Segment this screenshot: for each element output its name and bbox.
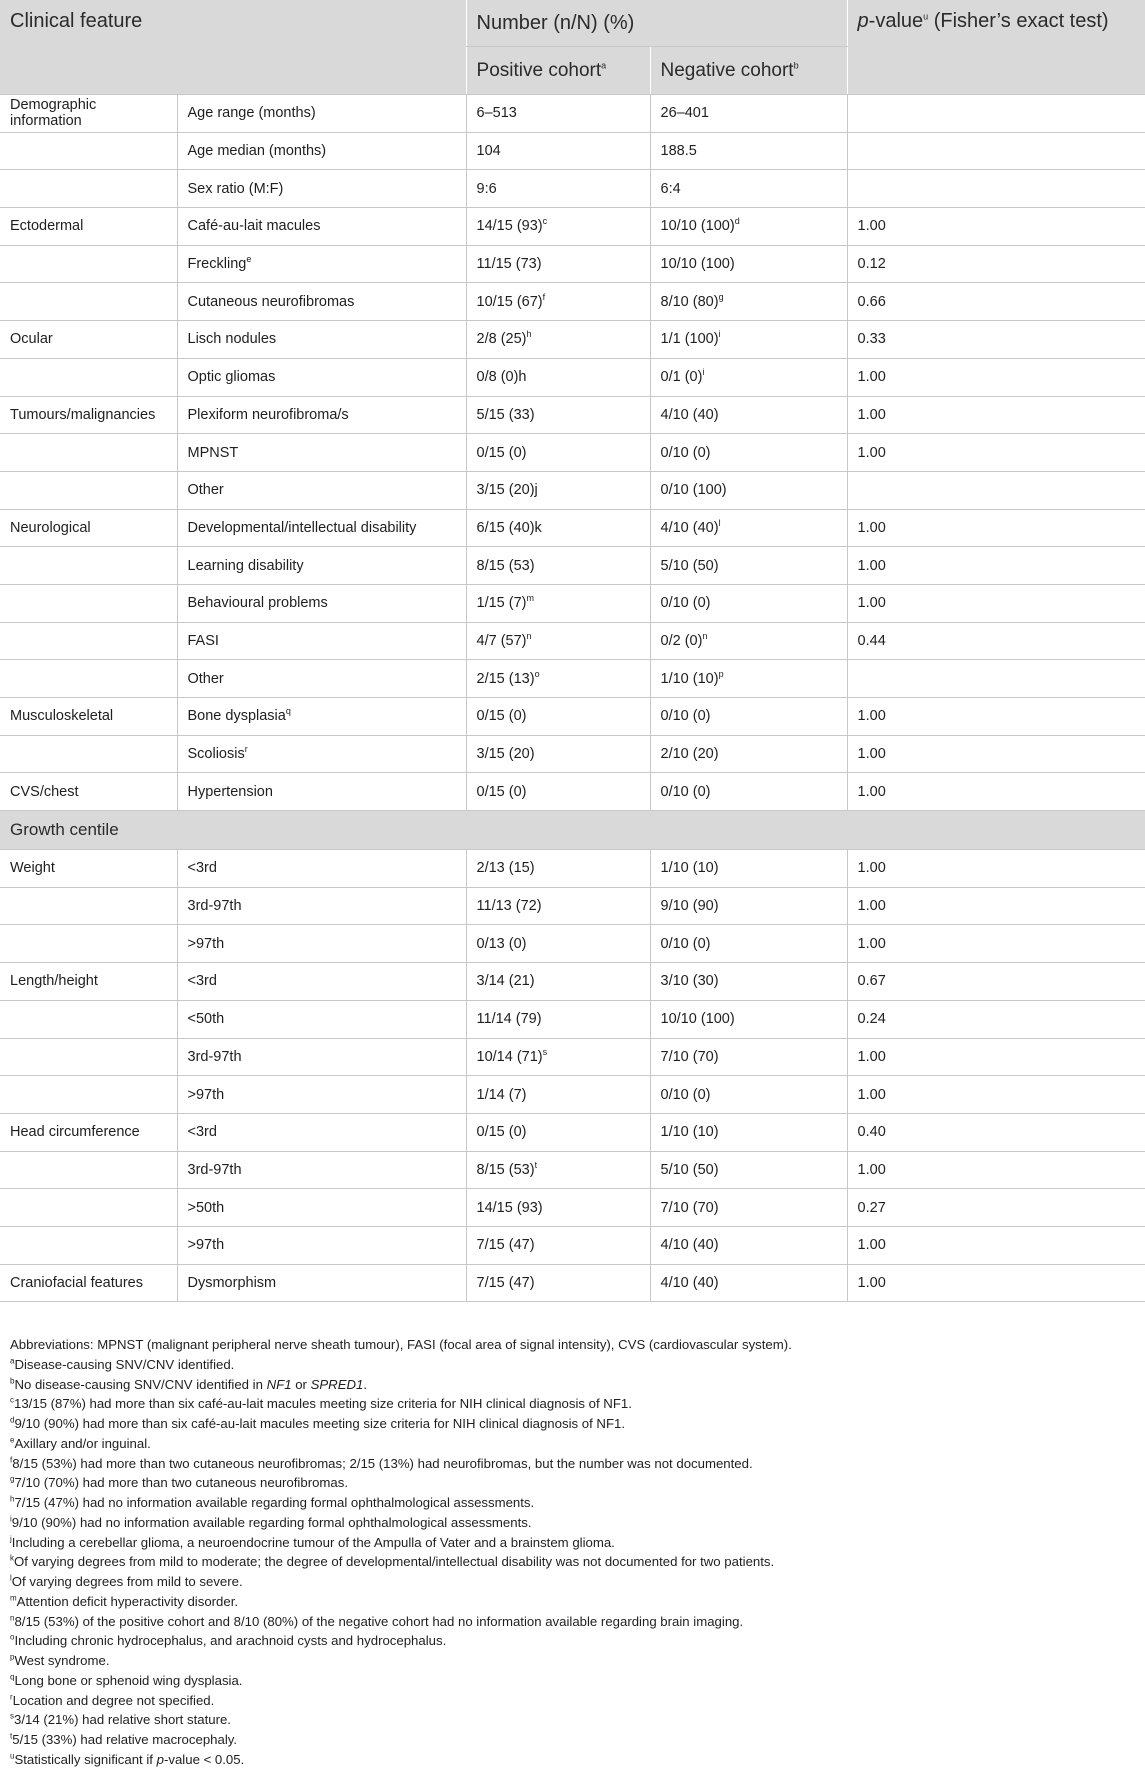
positive-cohort-cell: 3/15 (20)j [466,471,650,509]
negative-cohort-cell: 5/10 (50) [650,1151,847,1189]
category-cell [0,925,177,963]
p-value-cell: 0.24 [847,1000,1145,1038]
p-value-cell: 1.00 [847,1151,1145,1189]
negative-cohort-cell: 9/10 (90) [650,887,847,925]
category-cell: Craniofacial features [0,1264,177,1302]
p-value-cell: 1.00 [847,850,1145,888]
feature-cell: Bone dysplasia$^q$ [177,698,466,736]
category-cell: Length/height [0,963,177,1001]
negative-cohort-cell: 0/10 (0) [650,434,847,472]
negative-cohort-cell: 188.5 [650,132,847,170]
table-row [0,358,1145,396]
p-value-cell: 1.00 [847,509,1145,547]
category-cell: Ectodermal [0,208,177,246]
feature-cell: Age median (months) [177,132,466,170]
category-cell: Weight [0,850,177,888]
p-value-cell: 0.67 [847,963,1145,1001]
positive-cohort-cell: 11/13 (72) [466,887,650,925]
p-value-cell [847,170,1145,208]
category-cell: Musculoskeletal [0,698,177,736]
negative-cohort-cell: 26–401 [650,95,847,133]
negative-cohort-cell: 0/1 $(0)^i$ [650,358,847,396]
p-value-cell: 0.33 [847,321,1145,359]
table-row [0,132,1145,170]
feature-cell: FASI [177,622,466,660]
feature-cell: Sex ratio (M:F) [177,170,466,208]
category-cell [0,245,177,283]
category-cell [0,622,177,660]
footnote-s: $^s$3/14 (21%) had relative short stature. [10,1711,231,1728]
table-row [0,584,1145,622]
header-number: Number (n/N) (%) [466,0,847,47]
feature-cell: >97th [177,925,466,963]
positive-cohort-cell: 14/15 $(93)^c$ [466,208,650,246]
feature-cell: MPNST [177,434,466,472]
table-row [0,170,1145,208]
p-value-cell: 1.00 [847,773,1145,811]
header-negative-cohort: Negative cohort$^b$ [650,47,847,95]
p-value-cell [847,95,1145,133]
feature-cell: Optic gliomas [177,358,466,396]
p-value-cell: 1.00 [847,925,1145,963]
positive-cohort-cell: 11/14 (79) [466,1000,650,1038]
category-cell [0,358,177,396]
feature-cell: Other [177,660,466,698]
category-cell [0,660,177,698]
feature-cell: Plexiform neurofibroma/s [177,396,466,434]
table-row [0,1113,1145,1151]
negative-cohort-cell: 0/10 (0) [650,1076,847,1114]
p-value-cell [847,132,1145,170]
positive-cohort-cell: 8/15 (53) [466,547,650,585]
feature-cell: Age range (months) [177,95,466,133]
positive-cohort-cell: 2/15 $(13)^o$ [466,660,650,698]
header-clinical-feature: Clinical feature [0,0,466,95]
positive-cohort-cell: 2/13 (15) [466,850,650,888]
feature-cell: Lisch nodules [177,321,466,359]
p-value-cell: 1.00 [847,1038,1145,1076]
footnotes [10,1335,1135,1770]
p-value-cell [847,660,1145,698]
p-value-cell: 1.00 [847,208,1145,246]
negative-cohort-cell: 0/10 (0) [650,698,847,736]
feature-cell: >50th [177,1189,466,1227]
feature-cell: <3rd [177,963,466,1001]
footnote-d: $^d$9/10 (90%) had more than six café-au-lait macules meeting size criteria for NIH clinical diagnosis of NF1. [10,1415,625,1431]
category-cell: Demographic information [0,95,177,133]
table-row [0,509,1145,547]
category-cell [0,1189,177,1227]
positive-cohort-cell: 0/13 (0) [466,925,650,963]
table-row [0,850,1145,888]
category-cell [0,584,177,622]
table-row [0,1000,1145,1038]
negative-cohort-cell: 4/10 (40) [650,396,847,434]
feature-cell: 3rd-97th [177,1151,466,1189]
negative-cohort-cell: 1/10 $(10)^p$ [650,660,847,698]
category-cell [0,1226,177,1264]
footnote-r: $^r$Location and degree not specified. [10,1692,215,1708]
footnote-b: $^b$No disease-causing SNV/CNV identified in NF1 or SPRED1. [10,1376,368,1392]
table-row [0,208,1145,246]
feature-cell: >97th [177,1076,466,1114]
category-cell [0,283,177,321]
positive-cohort-cell: 1/14 (7) [466,1076,650,1114]
footnote-n: $^n$8/15 (53%) of the positive cohort and 8/10 (80%) of the negative cohort had no information available regarding brain imaging. [10,1613,744,1629]
table-row [0,735,1145,773]
feature-cell: >97th [177,1226,466,1264]
feature-cell: Hypertension [177,773,466,811]
positive-cohort-cell: 4/7 $(57)^n$ [466,622,650,660]
p-value-cell [847,471,1145,509]
p-value-cell: 0.40 [847,1113,1145,1151]
table-row [0,283,1145,321]
feature-cell: Café-au-lait macules [177,208,466,246]
table-row [0,434,1145,472]
p-value-cell: 1.00 [847,735,1145,773]
positive-cohort-cell: 2/8 $(25)^h$ [466,321,650,359]
category-cell [0,471,177,509]
negative-cohort-cell: 0/10 (0) [650,773,847,811]
section-title: Growth centile [0,811,1145,850]
positive-cohort-cell: 7/15 (47) [466,1264,650,1302]
footnote-i: $^i$9/10 (90%) had no information available regarding formal ophthalmological assessments. [10,1514,532,1530]
table-row [0,471,1145,509]
positive-cohort-cell: 9:6 [466,170,650,208]
footnote-m: $^m$Attention deficit hyperactivity disorder. [10,1593,239,1609]
table-row [0,887,1145,925]
table-body-growth [0,850,1145,1302]
category-cell [0,132,177,170]
category-cell [0,1076,177,1114]
section-growth [0,811,1145,850]
footnote-j: $^j$Including a cerebellar glioma, a neuroendocrine tumour of the Ampulla of Vater and a brainstem glioma. [10,1534,615,1550]
table-row [0,925,1145,963]
table-body-clinical [0,95,1145,811]
category-cell [0,547,177,585]
footnote-a: $^a$Disease-causing SNV/CNV identified. [10,1356,235,1372]
negative-cohort-cell: 4/10 (40) [650,1264,847,1302]
positive-cohort-cell: 3/14 (21) [466,963,650,1001]
negative-cohort-cell: 2/10 (20) [650,735,847,773]
positive-cohort-cell: 0/15 (0) [466,434,650,472]
table-row [0,1189,1145,1227]
negative-cohort-cell: 1/1 $(100)^i$ [650,321,847,359]
section-header-row [0,811,1145,850]
header-positive-cohort: Positive cohort$^a$ [466,47,650,95]
p-value-cell: 1.00 [847,547,1145,585]
footnote-f: $^f$8/15 (53%) had more than two cutaneous neurofibromas; 2/15 (13%) had neurofibromas, but the number was not documented. [10,1455,753,1471]
negative-cohort-cell: 5/10 (50) [650,547,847,585]
p-value-cell: 1.00 [847,358,1145,396]
p-value-cell: 1.00 [847,1264,1145,1302]
category-cell [0,887,177,925]
negative-cohort-cell: 8/10 $(80)^g$ [650,283,847,321]
feature-cell: Freckling$^e$ [177,245,466,283]
feature-cell: 3rd-97th [177,887,466,925]
footnote-p: $^p$West syndrome. [10,1652,110,1668]
p-value-cell: 1.00 [847,584,1145,622]
negative-cohort-cell: 4/10 (40) [650,1226,847,1264]
table-row [0,1264,1145,1302]
positive-cohort-cell: 1/15 $(7)^m$ [466,584,650,622]
table-row [0,660,1145,698]
table-row [0,773,1145,811]
table-row [0,1226,1145,1264]
positive-cohort-cell: 0/15 (0) [466,773,650,811]
negative-cohort-cell: 4/10 $(40)^l$ [650,509,847,547]
category-cell: Ocular [0,321,177,359]
positive-cohort-cell: 10/15 $(67)^f$ [466,283,650,321]
positive-cohort-cell: 8/15 $(53)^t$ [466,1151,650,1189]
category-cell [0,434,177,472]
negative-cohort-cell: 10/10 $(100)^d$ [650,208,847,246]
negative-cohort-cell: 7/10 (70) [650,1038,847,1076]
positive-cohort-cell: 0/15 (0) [466,1113,650,1151]
feature-cell: 3rd-97th [177,1038,466,1076]
p-value-cell: 1.00 [847,887,1145,925]
positive-cohort-cell: 11/15 (73) [466,245,650,283]
feature-cell: Cutaneous neurofibromas [177,283,466,321]
positive-cohort-cell: 6–513 [466,95,650,133]
table-row [0,95,1145,133]
table-row [0,963,1145,1001]
negative-cohort-cell: 1/10 (10) [650,1113,847,1151]
table-row [0,547,1145,585]
footnote-u: $^u$Statistically significant if p-value < 0.05. [10,1751,245,1767]
feature-cell: <3rd [177,1113,466,1151]
table-row [0,245,1145,283]
feature-cell: <3rd [177,850,466,888]
table-row [0,622,1145,660]
positive-cohort-cell: 10/14 $(71)^s$ [466,1038,650,1076]
feature-cell: <50th [177,1000,466,1038]
positive-cohort-cell: 14/15 (93) [466,1189,650,1227]
negative-cohort-cell: 10/10 (100) [650,1000,847,1038]
negative-cohort-cell: 10/10 (100) [650,245,847,283]
positive-cohort-cell: 104 [466,132,650,170]
footnote-l: $^l$Of varying degrees from mild to severe. [10,1573,243,1589]
feature-cell: Scoliosis$^r$ [177,735,466,773]
category-cell [0,1000,177,1038]
negative-cohort-cell: 0/10 (100) [650,471,847,509]
category-cell: Head circumference [0,1113,177,1151]
negative-cohort-cell: 0/10 (0) [650,925,847,963]
footnote-c: $^c$13/15 (87%) had more than six café-au-lait macules meeting size criteria for NIH clinical diagnosis of NF1. [10,1395,632,1412]
category-cell [0,1151,177,1189]
footnote-g: $^g$7/10 (70%) had more than two cutaneous neurofibromas. [10,1474,348,1491]
negative-cohort-cell: 0/2 $(0)^n$ [650,622,847,660]
positive-cohort-cell: 0/8 (0)h [466,358,650,396]
p-value-cell: 1.00 [847,396,1145,434]
table-row [0,321,1145,359]
footnote-abbreviations: Abbreviations: MPNST (malignant peripheral nerve sheath tumour), FASI (focal area of signal intensity), CVS (cardiovascular system). [10,1337,792,1352]
p-value-cell: 0.66 [847,283,1145,321]
feature-cell: Behavioural problems [177,584,466,622]
table-row [0,698,1145,736]
header-row [0,0,1145,47]
positive-cohort-cell: 0/15 (0) [466,698,650,736]
footnote-k: $^k$Of varying degrees from mild to moderate; the degree of developmental/intellectual disability was not documented for two patients. [10,1553,775,1570]
p-value-cell: 1.00 [847,1076,1145,1114]
p-value-cell: 0.44 [847,622,1145,660]
footnote-e: $^e$Axillary and/or inguinal. [10,1435,151,1451]
footnote-o: $^o$Including chronic hydrocephalus, and arachnoid cysts and hydrocephalus. [10,1632,447,1649]
negative-cohort-cell: 3/10 (30) [650,963,847,1001]
table-row [0,1038,1145,1076]
feature-cell: Developmental/intellectual disability [177,509,466,547]
p-value-cell: 1.00 [847,1226,1145,1264]
p-value-cell: 0.12 [847,245,1145,283]
category-cell [0,735,177,773]
negative-cohort-cell: 0/10 (0) [650,584,847,622]
positive-cohort-cell: 6/15 (40)k [466,509,650,547]
p-value-cell: 1.00 [847,698,1145,736]
feature-cell: Learning disability [177,547,466,585]
category-cell [0,1038,177,1076]
header-p-value: p-value$^u$ (Fisher’s exact test) [847,0,1145,95]
feature-cell: Other [177,471,466,509]
category-cell: Neurological [0,509,177,547]
negative-cohort-cell: 6:4 [650,170,847,208]
footnote-h: $^h$7/15 (47%) had no information available regarding formal ophthalmological assessments. [10,1494,535,1510]
category-cell [0,170,177,208]
p-value-cell: 0.27 [847,1189,1145,1227]
feature-cell: Dysmorphism [177,1264,466,1302]
category-cell: CVS/chest [0,773,177,811]
table-row [0,1076,1145,1114]
negative-cohort-cell: 7/10 (70) [650,1189,847,1227]
table-row [0,396,1145,434]
negative-cohort-cell: 1/10 (10) [650,850,847,888]
p-value-cell: 1.00 [847,434,1145,472]
footnote-t: $^t$5/15 (33%) had relative macrocephaly. [10,1731,238,1747]
footnote-q: $^q$Long bone or sphenoid wing dysplasia. [10,1672,243,1688]
positive-cohort-cell: 3/15 (20) [466,735,650,773]
category-cell: Tumours/malignancies [0,396,177,434]
positive-cohort-cell: 7/15 (47) [466,1226,650,1264]
table-row [0,1151,1145,1189]
positive-cohort-cell: 5/15 (33) [466,396,650,434]
